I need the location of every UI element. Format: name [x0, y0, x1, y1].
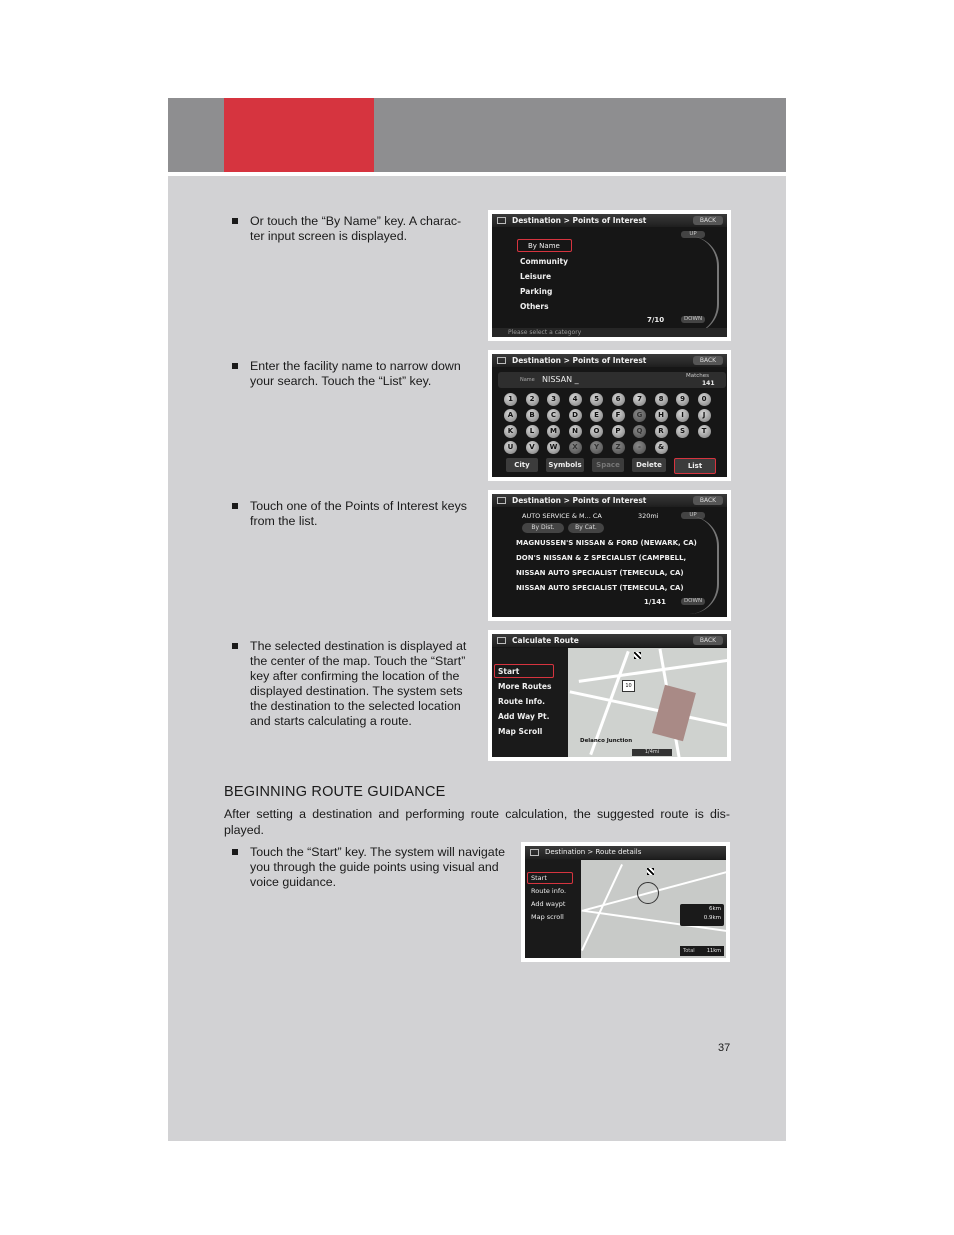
key-k[interactable]: K	[504, 425, 517, 438]
list-item[interactable]: NISSAN AUTO SPECIALIST (TEMECULA, CA)	[516, 584, 684, 592]
key-i[interactable]: I	[676, 409, 689, 422]
screen-title	[525, 846, 726, 859]
key-w[interactable]: W	[547, 441, 560, 454]
city-button[interactable]: City	[506, 458, 538, 472]
menu-item-route-info[interactable]: Route info.	[531, 887, 567, 895]
screen-title	[492, 354, 727, 367]
screen-title-text: Destination > Points of Interest	[512, 496, 647, 505]
destination-icon	[497, 217, 506, 224]
distance-1: 6km	[708, 906, 721, 912]
key-h[interactable]: H	[655, 409, 668, 422]
screenshot-poi-categories	[488, 210, 731, 341]
menu-item-add-waypoint[interactable]: Add waypt	[531, 900, 566, 908]
map-view[interactable]	[568, 648, 727, 757]
screen-title	[492, 494, 727, 507]
section-heading: BEGINNING ROUTE GUIDANCE	[224, 784, 446, 800]
back-button[interactable]: BACK	[693, 496, 723, 505]
menu-item-by-name[interactable]: By Name	[528, 242, 560, 250]
back-button[interactable]: BACK	[693, 356, 723, 365]
key-3[interactable]: 3	[547, 393, 560, 406]
nav-screen	[492, 354, 727, 477]
key-9[interactable]: 9	[676, 393, 689, 406]
key-l[interactable]: L	[526, 425, 539, 438]
bullet-square-icon	[232, 503, 238, 509]
key-e[interactable]: E	[590, 409, 603, 422]
key-x[interactable]: X	[569, 441, 582, 454]
key-g[interactable]: G	[633, 409, 646, 422]
destination-icon	[497, 357, 506, 364]
key-c[interactable]: C	[547, 409, 560, 422]
key-s[interactable]: S	[676, 425, 689, 438]
nav-screen	[525, 846, 726, 958]
bullet-square-icon	[232, 643, 238, 649]
bullet-text: Enter the facility name to narrow down your search. Touch the “List” key.	[250, 359, 461, 388]
key-d[interactable]: D	[569, 409, 582, 422]
key-v[interactable]: V	[526, 441, 539, 454]
list-item-top-distance: 320mi	[638, 512, 659, 520]
key-f[interactable]: F	[612, 409, 625, 422]
key-p[interactable]: P	[612, 425, 625, 438]
sort-by-distance-button[interactable]: By Dist.	[522, 523, 564, 533]
total-panel	[680, 946, 724, 956]
menu-item-others[interactable]: Others	[520, 302, 549, 311]
bullet-text: The selected destination is displayed at the center of the map. Touch the “Start” key after confirming the location of the displayed destination. The system sets the destination to the selected location and starts calculating a route.	[250, 639, 467, 728]
menu-item-leisure[interactable]: Leisure	[520, 272, 552, 281]
map-road	[579, 656, 727, 683]
back-button[interactable]: BACK	[693, 636, 723, 645]
key-6[interactable]: 6	[612, 393, 625, 406]
map-place-label: Delanco Junction	[580, 738, 633, 744]
key-m[interactable]: M	[547, 425, 560, 438]
menu-item-map-scroll[interactable]: Map Scroll	[498, 727, 543, 736]
bullet-selected-destination	[232, 639, 472, 731]
nav-screen	[492, 634, 727, 757]
name-value: NISSAN _	[542, 375, 579, 384]
delete-button[interactable]: Delete	[632, 458, 666, 472]
list-item[interactable]: DON'S NISSAN & Z SPECIALIST (CAMPBELL,	[516, 554, 687, 562]
menu-item-add-way-pt[interactable]: Add Way Pt.	[498, 712, 550, 721]
sort-by-category-button[interactable]: By Cat.	[568, 523, 604, 533]
key-y[interactable]: Y	[590, 441, 603, 454]
key-z[interactable]: Z	[612, 441, 625, 454]
bullet-touch-poi	[232, 499, 472, 531]
screen-title-text: Destination > Points of Interest	[512, 216, 647, 225]
bullet-square-icon	[232, 218, 238, 224]
map-area	[652, 685, 696, 742]
screen-title-text: Calculate Route	[512, 636, 579, 645]
menu-item-route-info[interactable]: Route Info.	[498, 697, 545, 706]
menu-item-start[interactable]: Start	[531, 874, 547, 882]
header-accent-block	[224, 98, 374, 172]
back-button[interactable]: BACK	[693, 216, 723, 225]
page-count: 1/141	[644, 598, 667, 606]
route-icon	[497, 637, 506, 644]
key-ampersand[interactable]: &	[655, 441, 668, 454]
screenshot-character-input	[488, 350, 731, 481]
matches-value: 141	[702, 380, 715, 387]
destination-icon	[497, 497, 506, 504]
page-number: 37	[718, 1042, 731, 1054]
distance-panel	[680, 904, 724, 926]
up-button[interactable]: UP	[681, 231, 705, 238]
space-button[interactable]: Space	[592, 458, 624, 472]
crosshair-icon	[637, 882, 659, 904]
destination-icon	[530, 849, 539, 856]
up-button[interactable]: UP	[681, 512, 705, 519]
down-button[interactable]: DOWN	[681, 316, 705, 323]
bullet-by-name	[232, 214, 472, 246]
key-q[interactable]: Q	[633, 425, 646, 438]
down-button[interactable]: DOWN	[681, 598, 705, 605]
name-input-field[interactable]	[498, 372, 726, 388]
key-1[interactable]: 1	[504, 393, 517, 406]
key-2[interactable]: 2	[526, 393, 539, 406]
page-count: 7/10	[647, 316, 665, 324]
route-details-menu	[525, 860, 581, 958]
hint-bar	[492, 328, 727, 337]
key-7[interactable]: 7	[633, 393, 646, 406]
menu-item-start[interactable]: Start	[498, 667, 520, 676]
key-4[interactable]: 4	[569, 393, 582, 406]
screen-title	[492, 634, 727, 647]
key-b[interactable]: B	[526, 409, 539, 422]
key-j[interactable]: J	[698, 409, 711, 422]
key-n[interactable]: N	[569, 425, 582, 438]
key-8[interactable]: 8	[655, 393, 668, 406]
destination-flag-icon	[634, 652, 641, 659]
menu-item-more-routes[interactable]: More Routes	[498, 682, 552, 691]
list-item[interactable]: MAGNUSSEN'S NISSAN & FORD (NEWARK, CA)	[516, 539, 697, 547]
total-value: 11km	[706, 948, 721, 954]
map-road	[570, 690, 727, 728]
freeway-shield-icon: 10	[622, 680, 635, 692]
map-view[interactable]	[581, 860, 726, 958]
list-item-top[interactable]: AUTO SERVICE & M... CA	[522, 512, 602, 520]
list-item[interactable]: NISSAN AUTO SPECIALIST (TEMECULA, CA)	[516, 569, 684, 577]
destination-flag-icon	[647, 868, 654, 875]
symbols-button[interactable]: Symbols	[546, 458, 584, 472]
screenshot-calculate-route	[488, 630, 731, 761]
key-t[interactable]: T	[698, 425, 711, 438]
bullet-text: Touch the “Start” key. The system will navigate you through the guide points using visual and voice guidance.	[250, 845, 506, 889]
section-paragraph: After setting a destination and performing route calculation, the suggested route is dis-played.	[224, 807, 730, 837]
key-o[interactable]: O	[590, 425, 603, 438]
key-a[interactable]: A	[504, 409, 517, 422]
nav-screen	[492, 214, 727, 337]
bullet-square-icon	[232, 849, 238, 855]
bullet-text: Or touch the “By Name” key. A charac- ter input screen is displayed.	[250, 214, 462, 243]
bullet-square-icon	[232, 363, 238, 369]
key-0[interactable]: 0	[698, 393, 711, 406]
total-label: Total	[683, 948, 695, 954]
menu-item-community[interactable]: Community	[520, 257, 569, 266]
matches-label: Matches	[686, 373, 710, 379]
manual-page	[168, 98, 786, 1141]
bullet-text: Touch one of the Points of Interest keys from the list.	[250, 499, 467, 528]
header-bar	[168, 98, 786, 172]
screen-title-text: Destination > Points of Interest	[512, 356, 647, 365]
name-label: Name	[520, 377, 535, 383]
key-r[interactable]: R	[655, 425, 668, 438]
bullet-enter-name	[232, 359, 472, 391]
list-button[interactable]: List	[674, 458, 716, 474]
screenshot-route-details	[521, 842, 730, 962]
screen-title-text: Destination > Route details	[545, 848, 642, 856]
distance-2: 0.9km	[703, 915, 721, 921]
key-u[interactable]: U	[504, 441, 517, 454]
header-divider	[168, 172, 786, 176]
menu-item-map-scroll[interactable]: Map scroll	[531, 913, 564, 921]
screen-title	[492, 214, 727, 227]
key-dash[interactable]: -	[633, 441, 646, 454]
hint-text: Please select a category	[508, 329, 582, 336]
bullet-start-guidance	[232, 845, 512, 893]
key-5[interactable]: 5	[590, 393, 603, 406]
route-menu	[492, 648, 568, 757]
menu-item-parking[interactable]: Parking	[520, 287, 553, 296]
map-scale: 1/4mi	[632, 749, 672, 756]
screenshot-poi-list	[488, 490, 731, 621]
nav-screen	[492, 494, 727, 617]
